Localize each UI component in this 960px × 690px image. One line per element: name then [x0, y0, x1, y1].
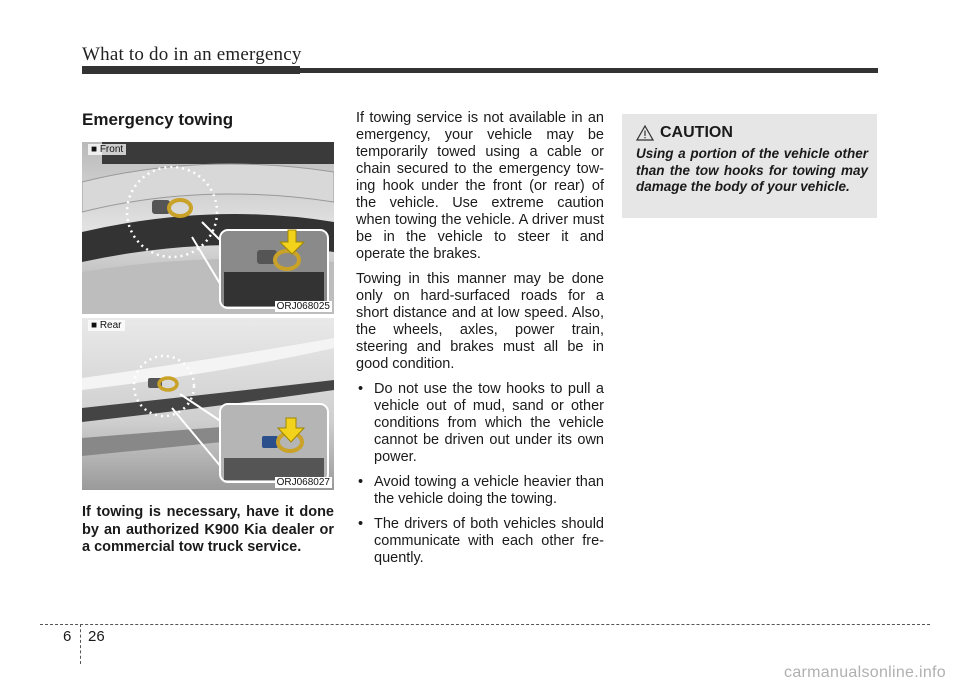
- middle-column: [356, 110, 604, 575]
- watermark: carmanualsonline.info: [784, 664, 946, 681]
- paragraph: Towing in this manner may be done only on hard-surfaced roads for a short distance and at low speed. Also, the wheels, axles, power train, steering and brakes must all be in good condition.: [356, 271, 604, 372]
- section-title: Emergency towing: [82, 110, 234, 129]
- rear-figure-label: ■ Rear: [88, 320, 125, 331]
- front-figure-label: ■ Front: [88, 144, 126, 155]
- page-number: 26: [88, 628, 105, 645]
- page-header-title: What to do in an emergency: [82, 44, 302, 65]
- caution-box: [622, 114, 877, 218]
- warning-triangle-icon: [636, 125, 654, 141]
- header-rule-accent: [82, 66, 300, 74]
- caution-header: [636, 124, 733, 142]
- list-item: • The drivers of both vehicles should communicate with each other fre-quently.: [358, 516, 604, 566]
- rear-figure-code: ORJ068027: [276, 477, 330, 488]
- paragraph: If towing service is not available in an emergency, your vehicle may be temporarily towed using a cable or chain secured to the emergency tow-ing hook under the front (or rear) of the vehicle. Use extreme caution when towing the vehicle. A driver must be in the vehicle to steer it and operate the brakes.: [356, 110, 604, 262]
- front-bumper-illustration: [82, 142, 334, 314]
- caution-title: CAUTION: [660, 124, 733, 141]
- rear-bumper-illustration: [82, 318, 334, 490]
- list-item: • Do not use the tow hooks to pull a vehicle out of mud, sand or other conditions from which the vehicle cannot be driven out under its own power.: [358, 381, 604, 465]
- towing-bullet-list: [356, 381, 604, 567]
- bullet-icon: •: [358, 516, 364, 532]
- bullet-icon: •: [358, 474, 364, 490]
- chapter-number: 6: [63, 628, 72, 645]
- bullet-icon: •: [358, 381, 364, 397]
- front-figure-code: ORJ068025: [276, 301, 330, 312]
- left-column: [82, 110, 334, 557]
- towing-service-note: If towing is necessary, have it done by an authorized K900 Kia dealer or a commercial tow truck service.: [82, 504, 334, 555]
- caution-text: Using a portion of the vehicle other than the tow hooks for towing may damage the body of your vehicle.: [636, 146, 868, 194]
- footer-rule: [40, 624, 930, 625]
- footer-divider: [80, 624, 81, 664]
- rear-tow-hook-figure: [82, 318, 334, 490]
- front-tow-hook-figure: [82, 142, 334, 314]
- list-item: • Avoid towing a vehicle heavier than the vehicle doing the towing.: [358, 474, 604, 507]
